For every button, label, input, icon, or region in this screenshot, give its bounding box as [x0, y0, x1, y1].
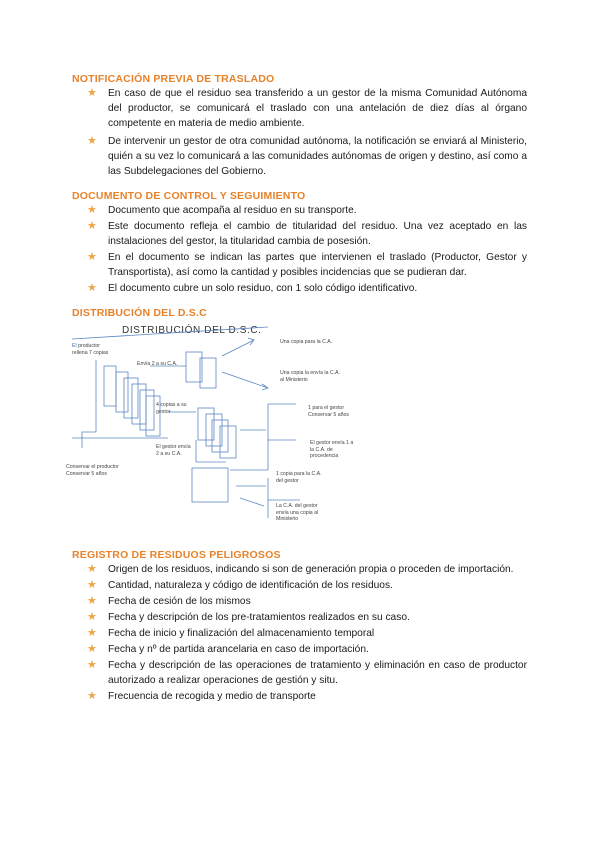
diagram-label-producer: El productor rellena 7 copias: [72, 343, 109, 356]
list-item: ★ Fecha de inicio y finalización del almacenamiento temporal: [87, 627, 375, 639]
diagram-arrow: [222, 372, 268, 388]
star-icon: ★: [87, 690, 97, 702]
list-item: ★ Documento que acompaña al residuo en su transporte.: [87, 204, 357, 216]
list-item: ★ En el documento se indican las partes que intervienen el traslado (Productor, Gestor y Transportista), así como la cantidad y posibles incidencias que se pudieran dar.: [87, 251, 527, 278]
diagram-label-keep: Conservar el productor Conservar 5 años: [66, 464, 119, 477]
star-icon: ★: [87, 282, 97, 294]
list-item: ★ Este documento refleja el cambio de titularidad del residuo. Una vez aceptado en las instalaciones del gestor, la titularidad cambia de posesión.: [87, 220, 527, 247]
star-icon: ★: [87, 251, 97, 263]
document-sheet: [140, 390, 154, 430]
diagram-label-four-copies: 4 copias a su gestor: [156, 402, 187, 415]
diagram-label-copy-ca: Una copia para la C.A.: [280, 339, 333, 345]
list-item: ★ Fecha y nº de partida arancelaria en caso de importación.: [87, 643, 369, 655]
star-icon: ★: [87, 595, 97, 607]
star-icon: ★: [87, 627, 97, 639]
list-item: ★ El documento cubre un solo residuo, con 1 solo código identificativo.: [87, 282, 418, 294]
document-sheet: [198, 408, 214, 440]
section-heading-registro: REGISTRO DE RESIDUOS PELIGROSOS: [72, 549, 281, 561]
star-icon: ★: [87, 135, 97, 147]
document-sheet: [104, 366, 116, 406]
section-heading-distribucion: DISTRIBUCIÓN DEL D.S.C: [72, 307, 207, 319]
document-sheet: [192, 468, 228, 502]
arrowhead: [248, 338, 254, 345]
notificacion-list: [72, 86, 527, 180]
star-icon: ★: [87, 611, 97, 623]
diagram-label-ca-ministry: La C.A. del gestor envía una copia al Ministerio: [276, 503, 319, 522]
diagram-label-send-ca: Envía 2 a su C.A.: [137, 361, 178, 367]
star-icon: ★: [87, 659, 97, 671]
list-item: ★ Cantidad, naturaleza y código de identificación de los residuos.: [87, 579, 393, 591]
list-item: ★ Frecuencia de recogida y medio de transporte: [87, 690, 316, 702]
diagram-label-copy-ministry: Una copia la envía la C.A. al Ministerio: [280, 370, 340, 383]
diagram-title: DISTRIBUCIÓN DEL D.S.C.: [122, 325, 262, 336]
section-heading-documento: DOCUMENTO DE CONTROL Y SEGUIMIENTO: [72, 190, 306, 202]
star-icon: ★: [87, 579, 97, 591]
list-item: ★ En caso de que el residuo sea transferido a un gestor de la misma Comunidad Autónoma del productor, se comunicará el traslado con una antelación de diez días al órgano competente en materia de medio ambiente.: [87, 87, 527, 129]
star-icon: ★: [87, 220, 97, 232]
star-icon: ★: [87, 204, 97, 216]
document-sheet: [186, 352, 202, 382]
star-icon: ★: [87, 563, 97, 575]
list-item: ★ Fecha y descripción de las operaciones de tratamiento y eliminación en caso de productor autorizado a realizar operaciones de gestión y situ.: [87, 659, 527, 686]
document-sheet: [206, 414, 222, 446]
document-sheet: [212, 420, 228, 452]
section-heading-notificacion: NOTIFICACIÓN PREVIA DE TRASLADO: [72, 73, 275, 85]
document-sheet: [220, 426, 236, 458]
list-item: ★ De intervenir un gestor de otra comunidad autónoma, la notificación se enviará al Ministerio, quién a su vez lo comunicará a las comunidades autónomas de origen y destino, así como a las Subdelegaciones del Gobierno.: [87, 135, 527, 177]
diagram-label-one-manager: 1 para el gestor Conservar 5 años: [308, 405, 349, 418]
diagram-label-manager-sends: El gestor envía 2 a su C.A.: [156, 444, 191, 457]
arrowhead: [262, 384, 268, 390]
diagram-line: [82, 432, 96, 448]
document-sheet: [116, 372, 128, 412]
diagram-arrow: [240, 498, 264, 506]
document-sheet: [132, 384, 146, 424]
document-sheet: [200, 358, 216, 388]
diagram-label-one-ca: 1 copia para la C.A. del gestor: [276, 471, 322, 484]
list-item: ★ Fecha y descripción de los pre-tratamientos realizados en su caso.: [87, 611, 410, 623]
star-icon: ★: [87, 87, 97, 99]
document-sheet: [124, 378, 138, 418]
diagram-arrow: [222, 340, 254, 356]
documento-list: [72, 203, 527, 297]
star-icon: ★: [87, 643, 97, 655]
list-item: ★ Origen de los residuos, indicando si son de generación propia o proceden de importación.: [87, 563, 514, 575]
registro-list: [72, 562, 527, 705]
list-item: ★ Fecha de cesión de los mismos: [87, 595, 251, 607]
diagram-label-manager-sends-ca: El gestor envía 1 a la C.A. de procedencia: [310, 440, 354, 459]
